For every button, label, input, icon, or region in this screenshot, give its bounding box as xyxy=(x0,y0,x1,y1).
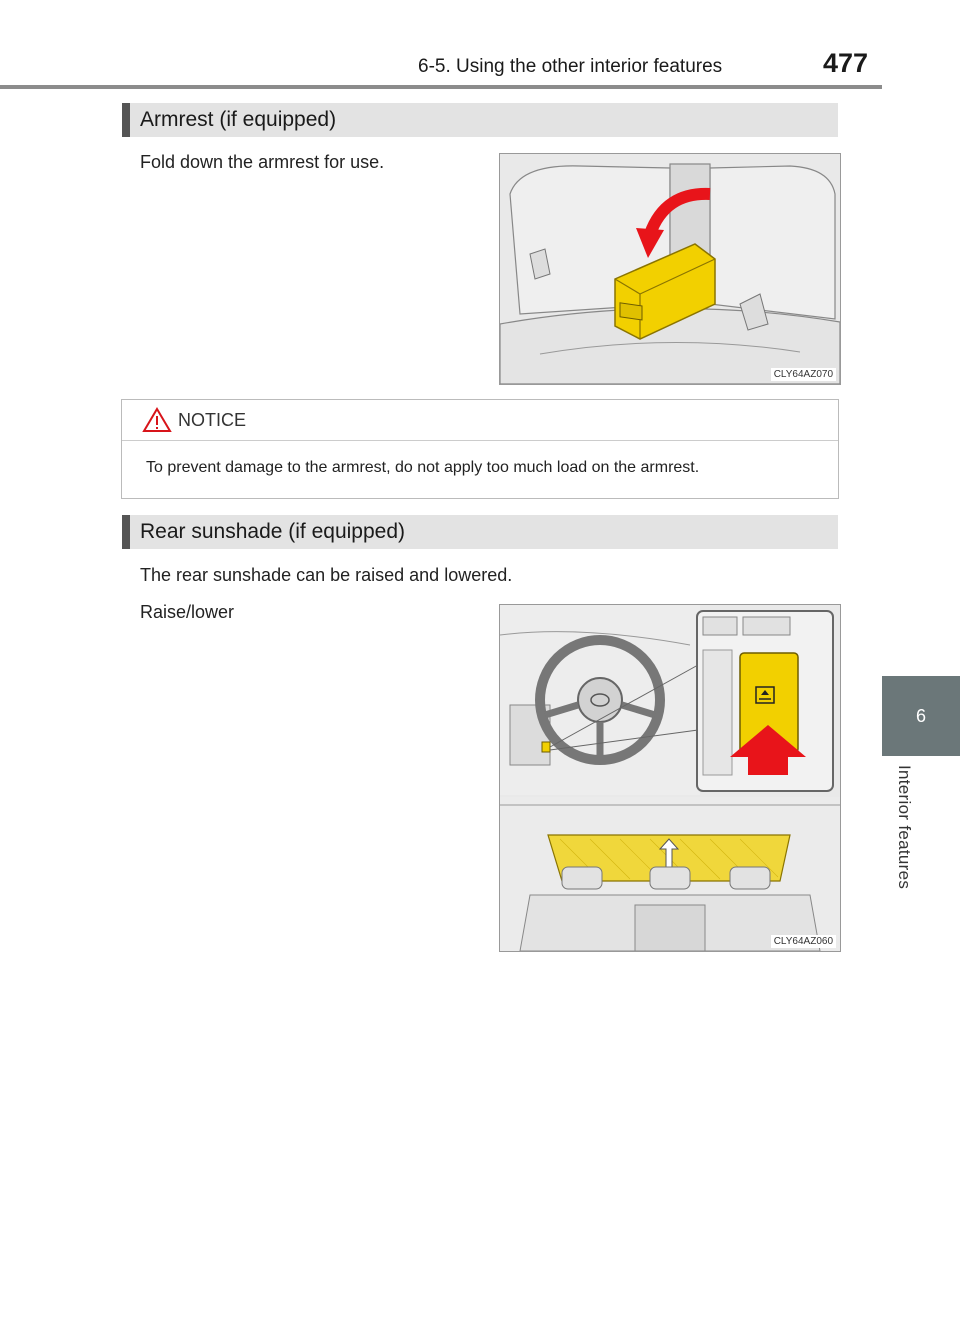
raise-lower-label: Raise/lower xyxy=(140,602,235,622)
armrest-heading: Armrest (if equipped) xyxy=(122,103,838,137)
sunshade-figure-code: CLY64AZ060 xyxy=(771,935,836,948)
sunshade-illustration xyxy=(500,605,840,951)
armrest-figure-code: CLY64AZ070 xyxy=(771,368,836,381)
notice-label: NOTICE xyxy=(178,409,247,430)
notice-box xyxy=(121,399,839,499)
warning-triangle-icon xyxy=(142,407,172,433)
sunshade-figure xyxy=(499,604,841,952)
notice-text: To prevent damage to the armrest, do not apply too much load on the armrest. xyxy=(146,459,700,476)
chapter-label: Interior features xyxy=(895,765,914,890)
sunshade-heading: Rear sunshade (if equipped) xyxy=(122,515,838,549)
notice-header xyxy=(122,400,838,441)
chapter-tab[interactable] xyxy=(882,676,960,756)
armrest-illustration xyxy=(500,154,840,384)
running-header-title: 6-5. Using the other interior features xyxy=(418,56,723,77)
armrest-text: Fold down the armrest for use. xyxy=(140,152,385,172)
header-rule xyxy=(0,85,882,89)
sunshade-text: The rear sunshade can be raised and lowered. xyxy=(140,565,513,585)
chapter-number: 6 xyxy=(915,705,926,726)
page-number: 477 xyxy=(823,48,869,78)
armrest-figure xyxy=(499,153,841,385)
